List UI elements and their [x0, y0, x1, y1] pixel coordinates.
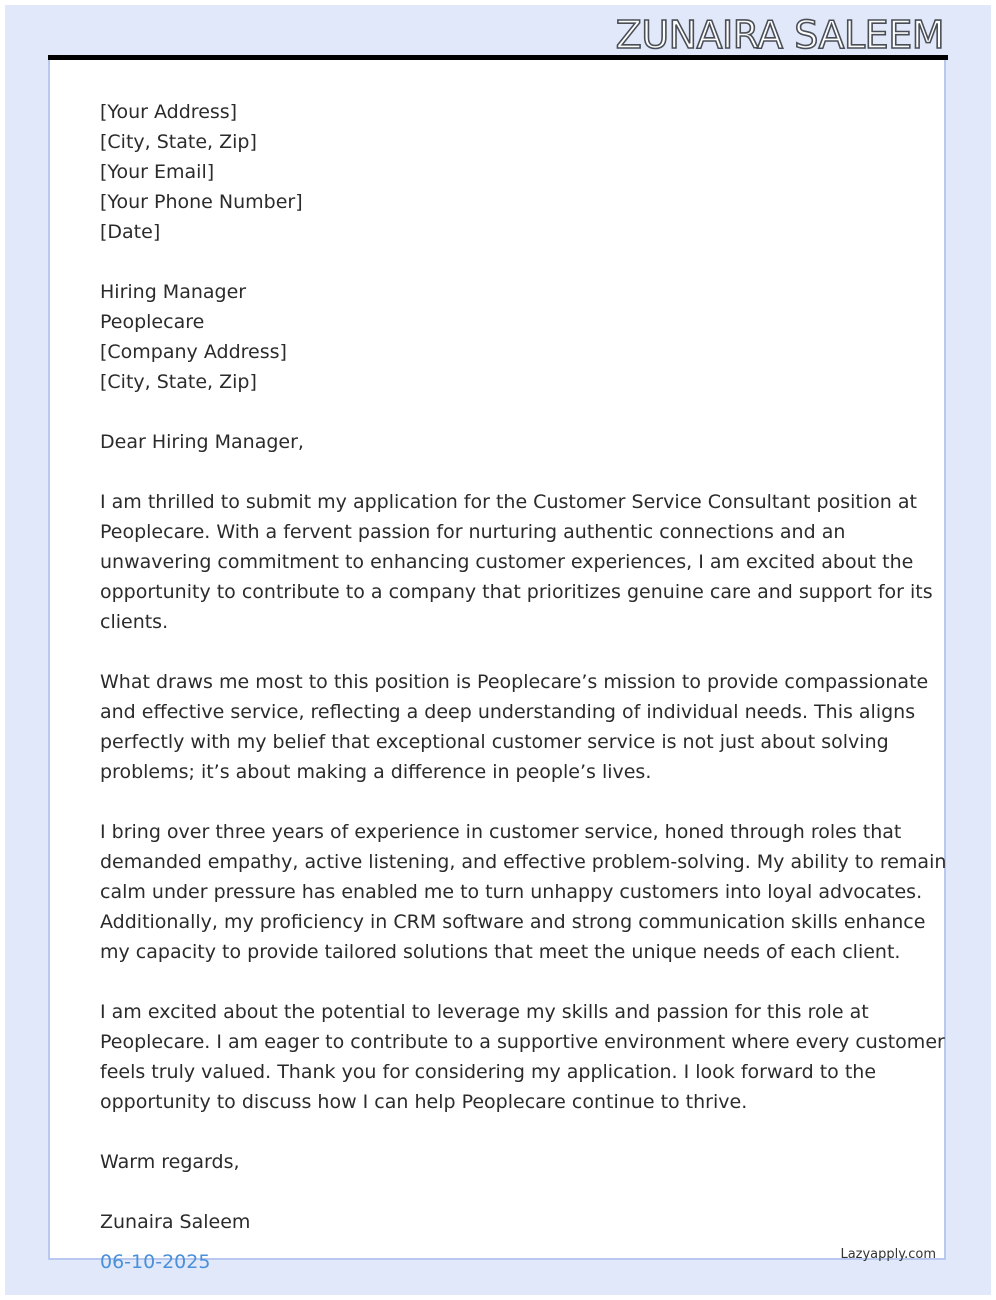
paragraph-line: feels truly valued. Thank you for considering my application. I look forward to the: [100, 1061, 877, 1083]
site-watermark: Lazyapply.com: [840, 1247, 936, 1262]
sender-email: [Your Email]: [100, 161, 215, 183]
paragraph-line: Peoplecare. With a fervent passion for nurturing authentic connections and an: [100, 521, 846, 543]
sender-address: [Your Address]: [100, 101, 238, 123]
signature-name: Zunaira Saleem: [100, 1211, 251, 1233]
body-paragraph-3: [100, 817, 947, 967]
paragraph-line: and effective service, reflecting a deep understanding of individual needs. This aligns: [100, 701, 916, 723]
paragraph-line: opportunity to contribute to a company that prioritizes genuine care and support for its: [100, 581, 933, 603]
paragraph-line: opportunity to discuss how I can help Peoplecare continue to thrive.: [100, 1091, 748, 1113]
salutation: Dear Hiring Manager,: [100, 431, 304, 453]
body-paragraph-2: [100, 667, 929, 787]
body-paragraph-4: [100, 997, 945, 1117]
paragraph-line: I bring over three years of experience in customer service, honed through roles that: [100, 821, 902, 843]
sender-block: [100, 97, 900, 247]
paragraph-line: my capacity to provide tailored solutions that meet the unique needs of each client.: [100, 941, 901, 963]
paragraph-line: I am thrilled to submit my application for the Customer Service Consultant position at: [100, 491, 917, 513]
paragraph-line: Peoplecare. I am eager to contribute to a supportive environment where every customer: [100, 1031, 945, 1053]
paragraph-line: I am excited about the potential to leverage my skills and passion for this role at: [100, 1001, 869, 1023]
body-paragraph-1: [100, 487, 933, 637]
recipient-title: Hiring Manager: [100, 281, 247, 303]
paragraph-line: perfectly with my belief that exceptional customer service is not just about solving: [100, 731, 889, 753]
recipient-block: [100, 277, 900, 397]
recipient-company: Peoplecare: [100, 311, 205, 333]
recipient-address: [Company Address]: [100, 341, 287, 363]
sender-city-state-zip: [City, State, Zip]: [100, 131, 257, 153]
paragraph-line: calm under pressure has enabled me to turn unhappy customers into loyal advocates.: [100, 881, 923, 903]
closing: Warm regards,: [100, 1151, 240, 1173]
paragraph-line: clients.: [100, 611, 169, 633]
footer-date: 06-10-2025: [100, 1251, 211, 1273]
paragraph-line: unwavering commitment to enhancing customer experiences, I am excited about the: [100, 551, 914, 573]
paragraph-line: demanded empathy, active listening, and effective problem-solving. My ability to remain: [100, 851, 947, 873]
recipient-city-state-zip: [City, State, Zip]: [100, 371, 257, 393]
sender-date: [Date]: [100, 221, 161, 243]
paragraph-line: Additionally, my proficiency in CRM software and strong communication skills enhance: [100, 911, 926, 933]
sender-phone: [Your Phone Number]: [100, 191, 303, 213]
cover-letter-body: [100, 97, 947, 1237]
applicant-name-heading: ZUNAIRA SALEEM: [615, 13, 944, 57]
paragraph-line: problems; it’s about making a difference in people’s lives.: [100, 761, 652, 783]
paragraph-line: What draws me most to this position is Peoplecare’s mission to provide compassionate: [100, 671, 929, 693]
